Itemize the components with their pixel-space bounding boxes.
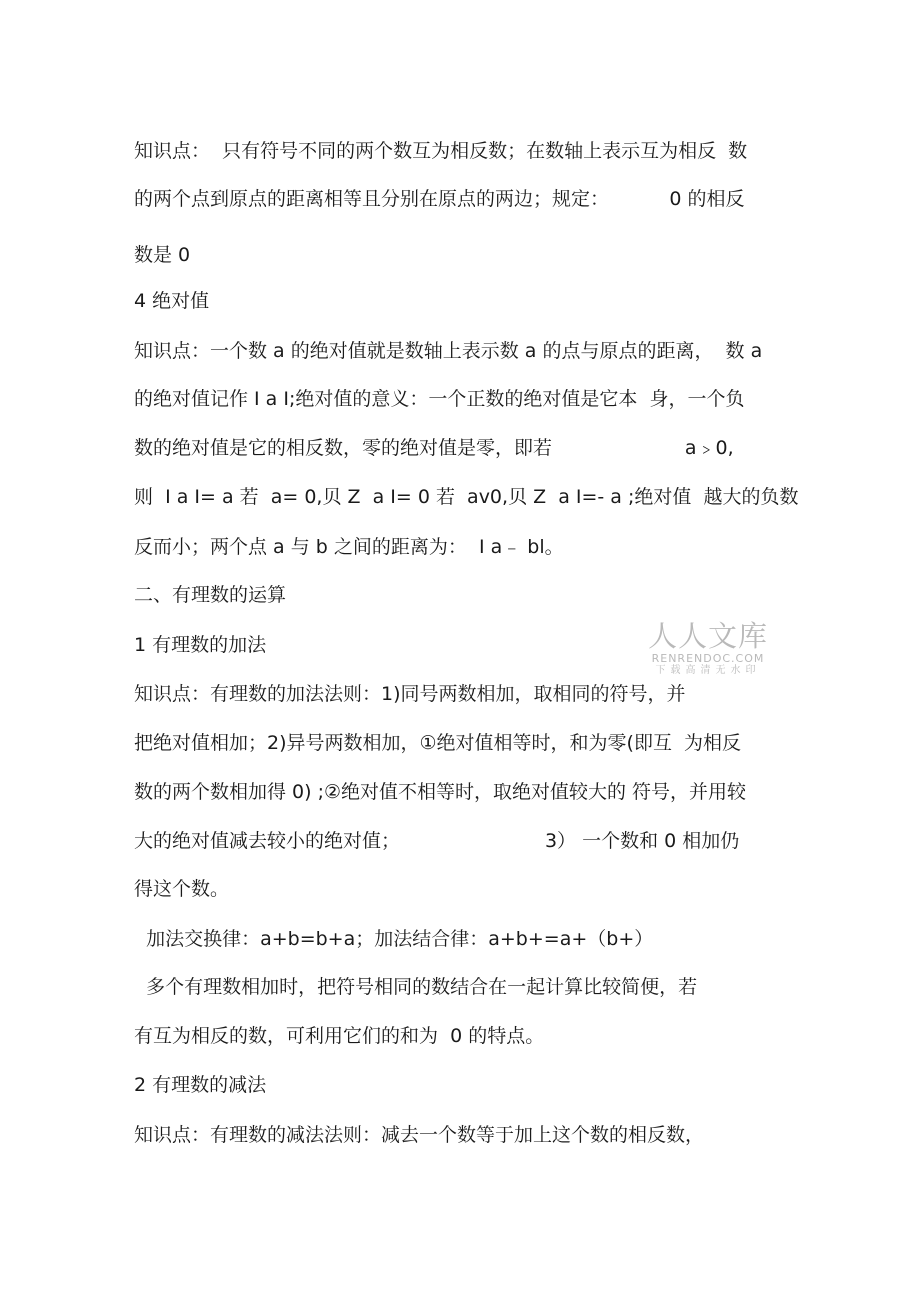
text-line: 知识点： 只有符号不同的两个数互为相反数；在数轴上表示互为相反 数 xyxy=(134,140,748,162)
text-line: 数的两个数相加得 0) ;②绝对值不相等时，取绝对值较大的 符号，并用较 xyxy=(134,781,747,803)
text-line: 大的绝对值减去较小的绝对值； 3） 一个数和 0 相加仍 xyxy=(134,830,740,852)
watermark-subtitle: 下载高清无水印 xyxy=(655,665,761,676)
text-line: 数的绝对值是它的相反数，零的绝对值是零，即若 a﹥0, xyxy=(134,437,734,459)
section-heading: 2 有理数的减法 xyxy=(134,1074,267,1096)
text-line: 则 I a I= a 若 a= 0,贝 Z a I= 0 若 av0,贝 Z a I=- a ;绝对值 越大的负数 xyxy=(134,486,799,508)
text-line: 的两个点到原点的距离相等且分别在原点的两边；规定： 0 的相反 xyxy=(134,188,745,210)
text-line: 有互为相反的数，可利用它们的和为 0 的特点。 xyxy=(134,1025,545,1047)
section-heading: 4 绝对值 xyxy=(134,290,210,312)
text-line: 知识点：有理数的减法法则：减去一个数等于加上这个数的相反数， xyxy=(134,1124,705,1146)
text-line: 多个有理数相加时，把符号相同的数结合在一起计算比较简便，若 xyxy=(134,976,698,998)
watermark-logo xyxy=(646,620,770,677)
text-line: 知识点：有理数的加法法则：1)同号两数相加，取相同的符号，并 xyxy=(134,683,686,705)
watermark-url: RENRENDOC.COM xyxy=(651,652,765,665)
text-line: 数是 0 xyxy=(134,244,191,266)
text-line: 的绝对值记作 I a I;绝对值的意义：一个正数的绝对值是它本 身，一个负 xyxy=(134,388,745,410)
text-line: 把绝对值相加；2)异号两数相加，①绝对值相等时，和为零(即互 为相反 xyxy=(134,732,742,754)
section-heading: 1 有理数的加法 xyxy=(134,634,267,656)
text-line: 得这个数。 xyxy=(134,878,230,900)
section-heading: 二、有理数的运算 xyxy=(134,584,287,606)
text-line: 反而小；两个点 a 与 b 之间的距离为： I a﹣ bl。 xyxy=(134,536,564,558)
watermark-title: 人人文库 xyxy=(647,619,768,653)
text-line: 加法交换律：a+b=b+a；加法结合律：a+b+=a+（b+） xyxy=(134,928,654,950)
text-line: 知识点：一个数 a 的绝对值就是数轴上表示数 a 的点与原点的距离， 数 a xyxy=(134,340,763,362)
